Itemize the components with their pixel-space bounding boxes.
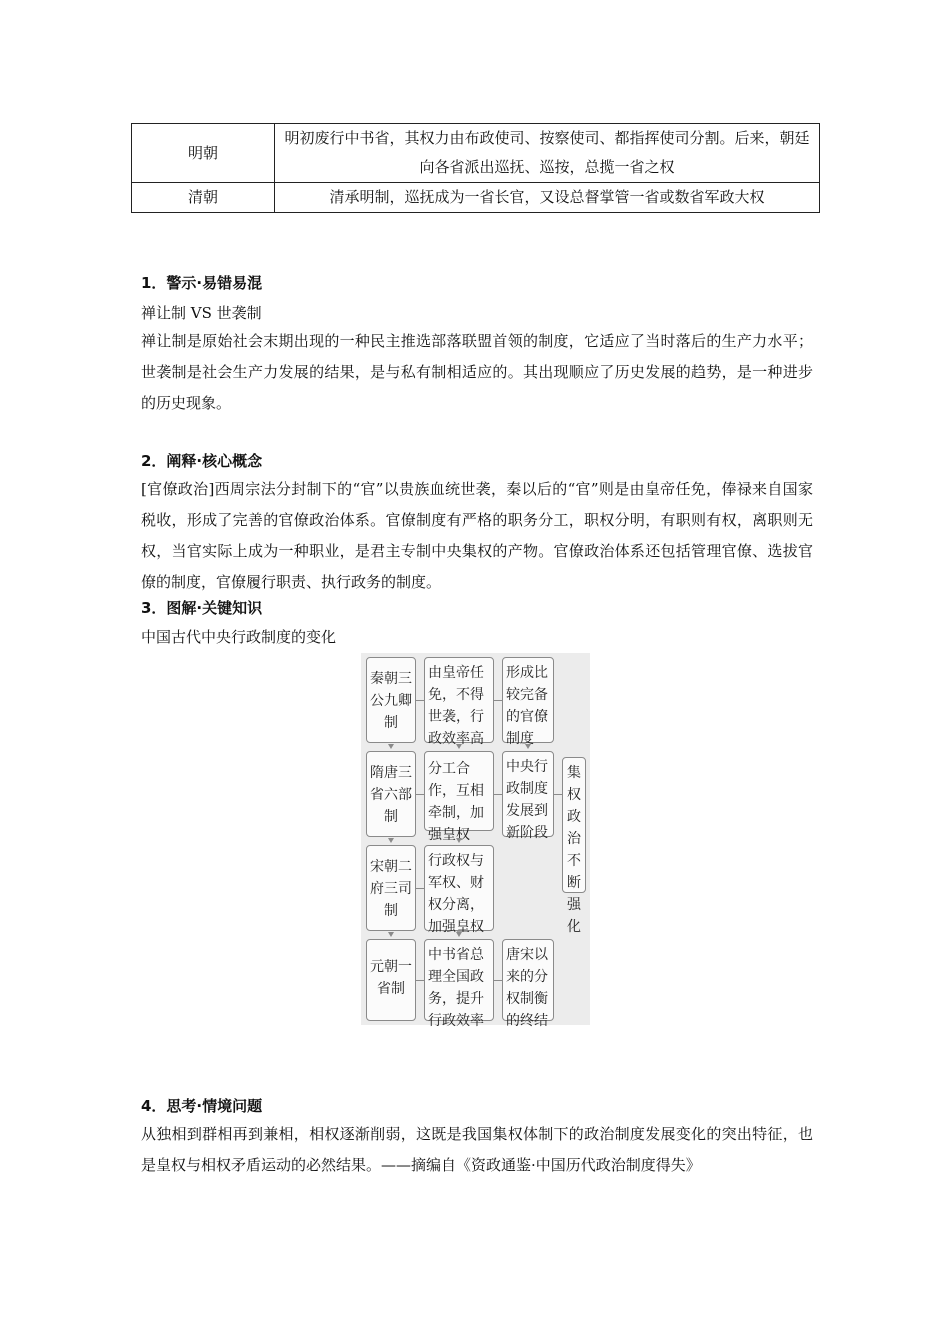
arrow-down-icon bbox=[456, 744, 462, 749]
section-3-heading: 3．图解·关键知识 bbox=[141, 599, 263, 617]
section-2-heading: 2．阐释·核心概念 bbox=[141, 452, 263, 470]
arrow-down-icon bbox=[525, 744, 531, 749]
table-cell-content: 明初废行中书省，其权力由布政使司、按察使司、都指挥使司分割。后来，朝廷向各省派出巡抚、巡按，总揽一省之权 bbox=[275, 124, 820, 183]
diagram-box-song: 宋朝二府三司制 bbox=[366, 845, 416, 931]
diagram-box-yuan-effect: 中书省总理全国政务，提升行政效率 bbox=[424, 939, 494, 1021]
connector-line bbox=[416, 700, 424, 701]
diagram-box-suitang-effect: 分工合作，互相牵制，加强皇权 bbox=[424, 751, 494, 831]
arrow-down-icon bbox=[456, 932, 462, 937]
connector-line bbox=[494, 700, 502, 701]
diagram-box-tang-result: 中央行政制度发展到新阶段 bbox=[502, 751, 554, 837]
connector-line bbox=[416, 794, 424, 795]
arrow-down-icon bbox=[388, 838, 394, 843]
diagram-box-qin-effect: 由皇帝任免，不得世袭，行政效率高 bbox=[424, 657, 494, 743]
table-cell-content: 清承明制，巡抚成为一省长官，又设总督掌管一省或数省军政大权 bbox=[275, 183, 820, 213]
connector-line bbox=[494, 794, 502, 795]
diagram-box-song-effect: 行政权与军权、财权分离，加强皇权 bbox=[424, 845, 494, 931]
section-1-subtitle: 禅让制 VS 世袭制 bbox=[141, 304, 262, 322]
table-row bbox=[132, 183, 820, 213]
arrow-down-icon bbox=[388, 932, 394, 937]
section-4-paragraph: 从独相到群相再到兼相，相权逐渐削弱，这既是我国集权体制下的政治制度发展变化的突出特征，也是皇权与相权矛盾运动的必然结果。——摘编自《资政通鉴·中国历代政治制度得失》 bbox=[141, 1125, 813, 1174]
admin-system-diagram bbox=[361, 653, 590, 1029]
table-cell-dynasty: 清朝 bbox=[132, 183, 275, 213]
connector-line bbox=[416, 980, 424, 981]
section-1-paragraph: 禅让制是原始社会末期出现的一种民主推选部落联盟首领的制度，它适应了当时落后的生产力水平；世袭制是社会生产力发展的结果，是与私有制相适应的。其出现顺应了历史发展的趋势，是一种进步的历史现象。 bbox=[141, 332, 813, 412]
section-3-subtitle: 中国古代中央行政制度的变化 bbox=[141, 628, 337, 646]
connector-line bbox=[416, 888, 424, 889]
diagram-box-yuan: 元朝一省制 bbox=[366, 939, 416, 1021]
dynasty-table bbox=[131, 123, 820, 213]
diagram-box-suitang: 隋唐三省六部制 bbox=[366, 751, 416, 837]
table-row bbox=[132, 124, 820, 183]
diagram-box-yuan-result: 唐宋以来的分权制衡的终结 bbox=[502, 939, 554, 1021]
section-4-heading: 4．思考·情境问题 bbox=[141, 1097, 263, 1115]
section-2-paragraph: [官僚政治]西周宗法分封制下的“官”以贵族血统世袭，秦以后的“官”则是由皇帝任免，俸禄来自国家税收，形成了完善的官僚政治体系。官僚制度有严格的职务分工，职权分明，有职则有权，离职则无权，当官实际上成为一种职业，是君主专制中央集权的产物。官僚政治体系还包括管理官僚、选拔官僚的制度，官僚履行职责、执行政务的制度。 bbox=[141, 480, 813, 591]
section-1-heading: 1．警示·易错易混 bbox=[141, 274, 263, 292]
diagram-box-qin: 秦朝三公九卿制 bbox=[366, 657, 416, 743]
arrow-down-icon bbox=[388, 744, 394, 749]
connector-line bbox=[554, 794, 562, 795]
table-cell-dynasty: 明朝 bbox=[132, 124, 275, 183]
diagram-box-qin-result: 形成比较完备的官僚制度 bbox=[502, 657, 554, 743]
diagram-box-trend: 集权政治不断强化 bbox=[562, 757, 586, 893]
connector-line bbox=[494, 980, 502, 981]
arrow-down-icon bbox=[456, 838, 462, 843]
